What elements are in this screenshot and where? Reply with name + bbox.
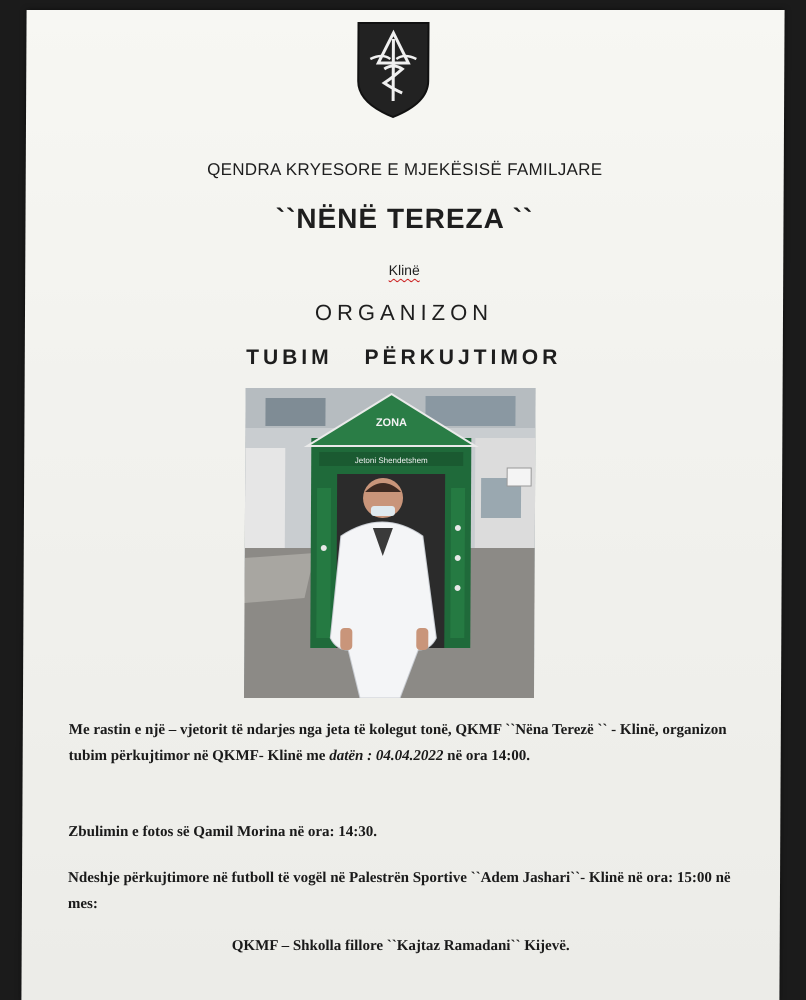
city-name: Klinë	[388, 262, 420, 278]
medical-emblem-logo	[354, 19, 433, 119]
paragraph-intro-a: Me rastin e një – vjetorit të ndarjes nga jeta të kolegut tonë, QKMF ``Nëna Terezë `` - Klinë, organizon tubim përkujtimor në QKMF- Klinë me	[68, 722, 727, 764]
event-heading: TUBIM PËRKUJTIMOR	[246, 346, 562, 369]
institution-title: QENDRA KRYESORE E MJEKËSISË FAMILJARE	[207, 160, 603, 179]
organizes-heading: ORGANIZON	[314, 300, 494, 325]
paragraph-intro	[69, 718, 749, 770]
paragraph-football-match: Ndeshje përkujtimore në futboll të vogël në Palestrën Sportive ``Adem Jashari``- Klinë në ora: 15:00 në mes:	[67, 870, 731, 912]
sign-text-zona: ZONA	[375, 417, 408, 429]
paragraph-photo-unveiling: Zbulimin e fotos së Qamil Morina në ora: 14:30.	[68, 824, 378, 840]
sign-text-slogan: Jetoni Shendetshem	[354, 456, 428, 465]
paragraph-intro-b: në ora 14:00.	[443, 747, 531, 764]
center-name: ``NËNË TEREZA ``	[275, 203, 534, 234]
event-date: datën : 04.04.2022	[329, 747, 444, 764]
paragraph-teams: QKMF – Shkolla fillore ``Kajtaz Ramadani`` Kijevë.	[231, 938, 570, 954]
document-page	[21, 10, 784, 1000]
photo-illustration	[244, 388, 536, 698]
memorial-photo	[244, 388, 536, 698]
